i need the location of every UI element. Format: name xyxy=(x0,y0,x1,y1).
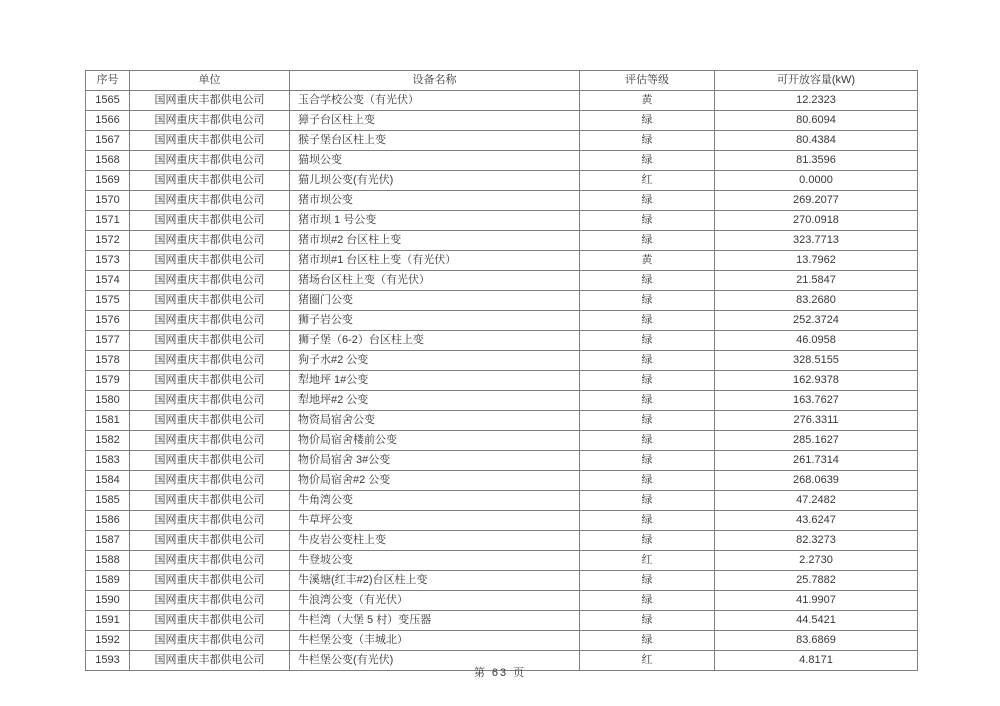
unit-cell: 国网重庆丰都供电公司 xyxy=(130,571,290,591)
page-number: 第 63 页 xyxy=(473,667,527,679)
unit-cell: 国网重庆丰都供电公司 xyxy=(130,211,290,231)
device-name-cell: 狮子岩公变 xyxy=(290,311,580,331)
unit-cell: 国网重庆丰都供电公司 xyxy=(130,251,290,271)
table-row xyxy=(86,591,918,611)
unit-cell: 国网重庆丰都供电公司 xyxy=(130,131,290,151)
grade-cell: 绿 xyxy=(580,111,715,131)
grade-cell: 绿 xyxy=(580,451,715,471)
serial-number-cell: 1566 xyxy=(86,111,130,131)
capacity-cell: 328.5155 xyxy=(715,351,918,371)
capacity-cell: 83.6869 xyxy=(715,631,918,651)
grade-cell: 绿 xyxy=(580,491,715,511)
serial-number-cell: 1581 xyxy=(86,411,130,431)
table-row xyxy=(86,551,918,571)
grade-cell: 绿 xyxy=(580,331,715,351)
device-name-cell: 牛浪湾公变（有光伏） xyxy=(290,591,580,611)
table-row xyxy=(86,351,918,371)
header-device-name: 设备名称 xyxy=(290,71,580,91)
table-header xyxy=(86,71,918,91)
unit-cell: 国网重庆丰都供电公司 xyxy=(130,291,290,311)
capacity-cell: 261.7314 xyxy=(715,451,918,471)
device-name-cell: 物价局宿舍 3#公变 xyxy=(290,451,580,471)
unit-cell: 国网重庆丰都供电公司 xyxy=(130,351,290,371)
capacity-cell: 163.7627 xyxy=(715,391,918,411)
unit-cell: 国网重庆丰都供电公司 xyxy=(130,111,290,131)
device-name-cell: 猪市坝 1 号公变 xyxy=(290,211,580,231)
serial-number-cell: 1592 xyxy=(86,631,130,651)
table-row xyxy=(86,391,918,411)
capacity-cell: 269.2077 xyxy=(715,191,918,211)
grade-cell: 红 xyxy=(580,171,715,191)
grade-cell: 绿 xyxy=(580,471,715,491)
unit-cell: 国网重庆丰都供电公司 xyxy=(130,391,290,411)
grade-cell: 黄 xyxy=(580,91,715,111)
capacity-cell: 285.1627 xyxy=(715,431,918,451)
serial-number-cell: 1575 xyxy=(86,291,130,311)
table-row xyxy=(86,91,918,111)
serial-number-cell: 1577 xyxy=(86,331,130,351)
unit-cell: 国网重庆丰都供电公司 xyxy=(130,651,290,671)
grade-cell: 绿 xyxy=(580,511,715,531)
serial-number-cell: 1576 xyxy=(86,311,130,331)
table-row xyxy=(86,311,918,331)
grade-cell: 绿 xyxy=(580,631,715,651)
grade-cell: 绿 xyxy=(580,571,715,591)
grade-cell: 绿 xyxy=(580,391,715,411)
device-name-cell: 猪市坝公变 xyxy=(290,191,580,211)
capacity-cell: 25.7882 xyxy=(715,571,918,591)
unit-cell: 国网重庆丰都供电公司 xyxy=(130,491,290,511)
device-name-cell: 牛栏湾（大堡 5 村）变压器 xyxy=(290,611,580,631)
grade-cell: 绿 xyxy=(580,591,715,611)
serial-number-cell: 1578 xyxy=(86,351,130,371)
unit-cell: 国网重庆丰都供电公司 xyxy=(130,151,290,171)
header-unit: 单位 xyxy=(130,71,290,91)
unit-cell: 国网重庆丰都供电公司 xyxy=(130,271,290,291)
device-name-cell: 牛皮岩公变柱上变 xyxy=(290,531,580,551)
table-row xyxy=(86,331,918,351)
serial-number-cell: 1591 xyxy=(86,611,130,631)
capacity-cell: 162.9378 xyxy=(715,371,918,391)
device-name-cell: 猪场台区柱上变（有光伏） xyxy=(290,271,580,291)
capacity-cell: 12.2323 xyxy=(715,91,918,111)
grade-cell: 绿 xyxy=(580,151,715,171)
device-name-cell: 猫坝公变 xyxy=(290,151,580,171)
grade-cell: 绿 xyxy=(580,371,715,391)
table-row xyxy=(86,491,918,511)
capacity-cell: 80.6094 xyxy=(715,111,918,131)
unit-cell: 国网重庆丰都供电公司 xyxy=(130,611,290,631)
unit-cell: 国网重庆丰都供电公司 xyxy=(130,411,290,431)
unit-cell: 国网重庆丰都供电公司 xyxy=(130,471,290,491)
serial-number-cell: 1587 xyxy=(86,531,130,551)
device-name-cell: 狗子水#2 公变 xyxy=(290,351,580,371)
capacity-cell: 46.0958 xyxy=(715,331,918,351)
device-name-cell: 物价局宿舍#2 公变 xyxy=(290,471,580,491)
serial-number-cell: 1593 xyxy=(86,651,130,671)
device-name-cell: 牛栏堡公变（丰城北） xyxy=(290,631,580,651)
serial-number-cell: 1571 xyxy=(86,211,130,231)
serial-number-cell: 1573 xyxy=(86,251,130,271)
capacity-cell: 82.3273 xyxy=(715,531,918,551)
capacity-cell: 13.7962 xyxy=(715,251,918,271)
capacity-cell: 83.2680 xyxy=(715,291,918,311)
unit-cell: 国网重庆丰都供电公司 xyxy=(130,311,290,331)
serial-number-cell: 1565 xyxy=(86,91,130,111)
device-name-cell: 猴子堡台区柱上变 xyxy=(290,131,580,151)
grade-cell: 绿 xyxy=(580,271,715,291)
table-row xyxy=(86,411,918,431)
capacity-cell: 268.0639 xyxy=(715,471,918,491)
serial-number-cell: 1588 xyxy=(86,551,130,571)
device-name-cell: 物资局宿舍公变 xyxy=(290,411,580,431)
capacity-cell: 43.6247 xyxy=(715,511,918,531)
table-row xyxy=(86,631,918,651)
unit-cell: 国网重庆丰都供电公司 xyxy=(130,591,290,611)
serial-number-cell: 1569 xyxy=(86,171,130,191)
grade-cell: 绿 xyxy=(580,611,715,631)
device-name-cell: 猪市坝#1 台区柱上变（有光伏） xyxy=(290,251,580,271)
capacity-cell: 323.7713 xyxy=(715,231,918,251)
unit-cell: 国网重庆丰都供电公司 xyxy=(130,331,290,351)
table-row xyxy=(86,571,918,591)
serial-number-cell: 1583 xyxy=(86,451,130,471)
table-row xyxy=(86,151,918,171)
table-row xyxy=(86,271,918,291)
serial-number-cell: 1584 xyxy=(86,471,130,491)
serial-number-cell: 1568 xyxy=(86,151,130,171)
unit-cell: 国网重庆丰都供电公司 xyxy=(130,171,290,191)
serial-number-cell: 1580 xyxy=(86,391,130,411)
header-evaluation-grade: 评估等级 xyxy=(580,71,715,91)
capacity-cell: 41.9907 xyxy=(715,591,918,611)
capacity-cell: 270.0918 xyxy=(715,211,918,231)
device-name-cell: 牛角湾公变 xyxy=(290,491,580,511)
table-row xyxy=(86,231,918,251)
device-name-cell: 猪市坝#2 台区柱上变 xyxy=(290,231,580,251)
table-row xyxy=(86,171,918,191)
serial-number-cell: 1574 xyxy=(86,271,130,291)
device-name-cell: 牛登坡公变 xyxy=(290,551,580,571)
serial-number-cell: 1567 xyxy=(86,131,130,151)
device-name-cell: 犁地坪#2 公变 xyxy=(290,391,580,411)
capacity-cell: 47.2482 xyxy=(715,491,918,511)
capacity-cell: 44.5421 xyxy=(715,611,918,631)
unit-cell: 国网重庆丰都供电公司 xyxy=(130,371,290,391)
unit-cell: 国网重庆丰都供电公司 xyxy=(130,511,290,531)
serial-number-cell: 1572 xyxy=(86,231,130,251)
header-available-capacity: 可开放容量(kW) xyxy=(715,71,918,91)
grade-cell: 绿 xyxy=(580,311,715,331)
table-row xyxy=(86,431,918,451)
grade-cell: 红 xyxy=(580,551,715,571)
table-row xyxy=(86,371,918,391)
grade-cell: 绿 xyxy=(580,191,715,211)
capacity-cell: 252.3724 xyxy=(715,311,918,331)
table-row xyxy=(86,531,918,551)
device-name-cell: 牛溪塘(红丰#2)台区柱上变 xyxy=(290,571,580,591)
device-name-cell: 猫儿坝公变(有光伏) xyxy=(290,171,580,191)
serial-number-cell: 1590 xyxy=(86,591,130,611)
table-row xyxy=(86,291,918,311)
grade-cell: 绿 xyxy=(580,231,715,251)
serial-number-cell: 1585 xyxy=(86,491,130,511)
capacity-cell: 80.4384 xyxy=(715,131,918,151)
table-row xyxy=(86,131,918,151)
serial-number-cell: 1589 xyxy=(86,571,130,591)
table-row xyxy=(86,451,918,471)
header-serial-number: 序号 xyxy=(86,71,130,91)
device-name-cell: 牛草坪公变 xyxy=(290,511,580,531)
table-row xyxy=(86,211,918,231)
grade-cell: 绿 xyxy=(580,531,715,551)
table-row xyxy=(86,251,918,271)
unit-cell: 国网重庆丰都供电公司 xyxy=(130,531,290,551)
unit-cell: 国网重庆丰都供电公司 xyxy=(130,231,290,251)
capacity-table xyxy=(85,70,918,671)
grade-cell: 绿 xyxy=(580,431,715,451)
unit-cell: 国网重庆丰都供电公司 xyxy=(130,551,290,571)
grade-cell: 绿 xyxy=(580,351,715,371)
grade-cell: 绿 xyxy=(580,131,715,151)
device-name-cell: 猪圈门公变 xyxy=(290,291,580,311)
grade-cell: 绿 xyxy=(580,411,715,431)
serial-number-cell: 1579 xyxy=(86,371,130,391)
device-name-cell: 犁地坪 1#公变 xyxy=(290,371,580,391)
capacity-cell: 0.0000 xyxy=(715,171,918,191)
capacity-cell: 21.5847 xyxy=(715,271,918,291)
device-name-cell: 玉合学校公变（有光伏） xyxy=(290,91,580,111)
capacity-cell: 81.3596 xyxy=(715,151,918,171)
device-name-cell: 物价局宿舍楼前公变 xyxy=(290,431,580,451)
grade-cell: 黄 xyxy=(580,251,715,271)
device-name-cell: 牛栏堡公变(有光伏) xyxy=(290,651,580,671)
capacity-cell: 4.8171 xyxy=(715,651,918,671)
unit-cell: 国网重庆丰都供电公司 xyxy=(130,631,290,651)
unit-cell: 国网重庆丰都供电公司 xyxy=(130,451,290,471)
unit-cell: 国网重庆丰都供电公司 xyxy=(130,431,290,451)
serial-number-cell: 1570 xyxy=(86,191,130,211)
table-row xyxy=(86,511,918,531)
grade-cell: 红 xyxy=(580,651,715,671)
table-body xyxy=(86,91,918,671)
table-row xyxy=(86,111,918,131)
serial-number-cell: 1586 xyxy=(86,511,130,531)
table-row xyxy=(86,471,918,491)
device-name-cell: 狮子堡（6-2）台区柱上变 xyxy=(290,331,580,351)
table-row xyxy=(86,611,918,631)
header-row xyxy=(86,71,918,91)
unit-cell: 国网重庆丰都供电公司 xyxy=(130,191,290,211)
grade-cell: 绿 xyxy=(580,211,715,231)
unit-cell: 国网重庆丰都供电公司 xyxy=(130,91,290,111)
serial-number-cell: 1582 xyxy=(86,431,130,451)
capacity-cell: 276.3311 xyxy=(715,411,918,431)
device-name-cell: 獐子台区柱上变 xyxy=(290,111,580,131)
table-row xyxy=(86,191,918,211)
capacity-cell: 2.2730 xyxy=(715,551,918,571)
grade-cell: 绿 xyxy=(580,291,715,311)
